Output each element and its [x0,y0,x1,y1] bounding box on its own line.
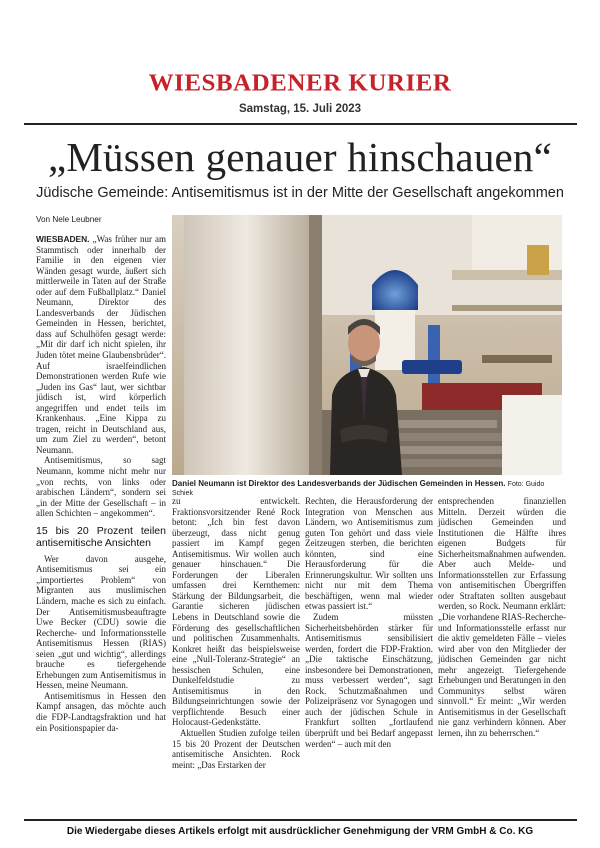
lead-paragraph [36,234,166,455]
article-subheadline: Jüdische Gemeinde: Antisemitismus ist in der Mitte der Gesellschaft angekommen [36,185,564,201]
article-headline: „Müssen genauer hinschauen“ [47,134,553,180]
paragraph: zu entwickelt. Fraktionsvorsitzender René Rock betont: „Ich bin fest davon überzeugt, dass nicht genug passiert im Kampf gegen Antisemitismus. Wir wollen auch genauer hinschauen.“ Die Forderungen der Liberalen umfassen drei Kernthemen: Stärkung der Bildungsarbeit, die Garantie sicheren jüdischen Lebens in Deutschland sowie die Förderung des gesellschaftlichen und politischen Zusammenhalts. Konkret heißt das beispielsweise eine „Null-Toleranz-Strategie“ an hessischen Schulen, eine Dunkelfeldstudie zu Antisemitismus in den Bildungseinrichtungen sowie der verpflichtende Besuch einer Holocaust-Gedenkstätte. [172,496,300,728]
photo-caption: Daniel Neumann ist Direktor des Landesverbands der Jüdischen Gemeinden in Hessen. [172,479,506,488]
interheadline: 15 bis 20 Prozent teilen antisemitische Ansichten [36,524,166,549]
paragraph: Rechten, die Herausforderung der Integration von Menschen aus Ländern, wo Antisemitismus zum guten Ton gehört und dass viele Zeitzeugen sterben, die berichten könnten, sind eine Herausforderung für die Erinnerungskultur. Wir sollten uns nicht nur mit dem Thema beschäftigen, wenn mal wieder etwas passiert ist.“ [305,496,433,612]
synagogue-photo-illustration [172,215,562,475]
paragraph: Aktuellen Studien zufolge teilen 15 bis 20 Prozent der Deutschen antisemitische Ansichten. Rock meint: „Das Erstarken der [172,728,300,770]
text-column-1 [36,234,166,733]
newspaper-masthead: WIESBADENER KURIER [148,70,452,97]
dateline: WIESBADEN. [36,234,90,244]
text-column-2 [172,496,300,770]
issue-date: Samstag, 15. Juli 2023 [238,103,362,115]
paragraph: Antisemitismus in Hessen den Kampf ansagen, das möchte auch die FDP-Landtagsfraktion und hat ein Positionspapier da- [36,690,166,733]
paragraph: Antisemitismus, so sagt Neumann, komme nicht mehr nur „von rechts, von links oder arabischen Ländern“, sondern sei „in der Mitte der Gesellschaft – in allen Schichten – angekommen“. [36,455,166,519]
byline: Von Nele Leubner [36,215,102,224]
photo-caption-line [172,479,564,497]
footer-rule [24,819,577,821]
text-column-4 [438,496,566,739]
paragraph: Zudem müssten Sicherheitsbehörden stärker für Antisemitismus sensibilisiert werden, fordert die FDP-Fraktion. „Die taktische Einschätzung, insbesondere bei Demonstrationen, muss verbessert werden“, sagt Rock. Schutzmaßnahmen und Polizeipräsenz vor Synagogen und auch der jüdischen Schule in Frankfurt sollten „fortlaufend überprüft und bei Bedarf angepasst werden“ – auch mit den [305,612,433,749]
photo-credit: Foto: Guido Schiek [172,481,545,497]
text-column-3 [305,496,433,749]
paragraph: entsprechenden finanziellen Mitteln. Derzeit würden die jüdischen Gemeinden und Institutionen die Hälfte ihres eigenen Budgets für Sicherheitsmaßnahmen aufwenden. Aber auch Melde- und Informationsstellen zur Erfassung von antisemitischen Übergriffen oder Straftaten sollten ausgebaut werden, so Rock. Neumann erklärt: „Die vorhandene RIAS-Recherche- und Informationsstelle erfasst nur die aktiv gemeldeten Fälle – vieles wird aber von den Mitglieder der jüdischen Gemeinden gar nicht mehr angezeigt. Tiefergehende Erhebungen und Beratungen in den Communitys selbst wären sinnvoll.“ Er meint: „Wir werden Antisemitismus in der Gesellschaft nie ganz verhindern können. Aber lernen, ihn zu beherrschen.“ [438,496,566,739]
lead-text: „Was früher nur am Stammtisch oder innerhalb der Familie in den eigenen vier Wänden gesagt wurde, äußert sich mittlerweile in Taten auf der Straße oder auf dem Fußballplatz.“ Daniel Neumann, Direktor des Landesverbands der Jüdischen Gemeinden in Hessen, berichtet, dass auf Schulhöfen gesagt werde: „Mit dir darf ich nicht spielen, ihr Juden tötet meine Glaubensbrüder“. Auf israelfeindlichen Demonstrationen werden Rufe wie „Juden ins Gas“ laut, wer sichtbar jüdisch ist, wird körperlich angegriffen und endet teils im Krankenhaus. „Eine Kippa zu tragen, reicht in Deutschland aus, um zum Ziel zu werden“, betont Neumann. [36,234,166,455]
article-photo [172,215,562,475]
reprint-notice: Die Wiedergabe dieses Artikels erfolgt mit ausdrücklicher Genehmigung der VRM GmbH & Co. KG [66,826,534,837]
paragraph: Wer davon ausgehe, Antisemitismus sei ein „importiertes Problem“ von Migranten aus muslimischen Ländern, mache es sich zu einfach. Der Antisemitismusbeauftragte Uwe Becker (CDU) sowie die Recherche- und Informationsstelle Antisemitismus Hessen (RIAS) seien „gut und wichtig“, allerdings brauche es tiefergehende Erhebungen zum Antisemitismus in Hessen, meine Neumann. [36,553,166,691]
header-rule [24,123,577,125]
